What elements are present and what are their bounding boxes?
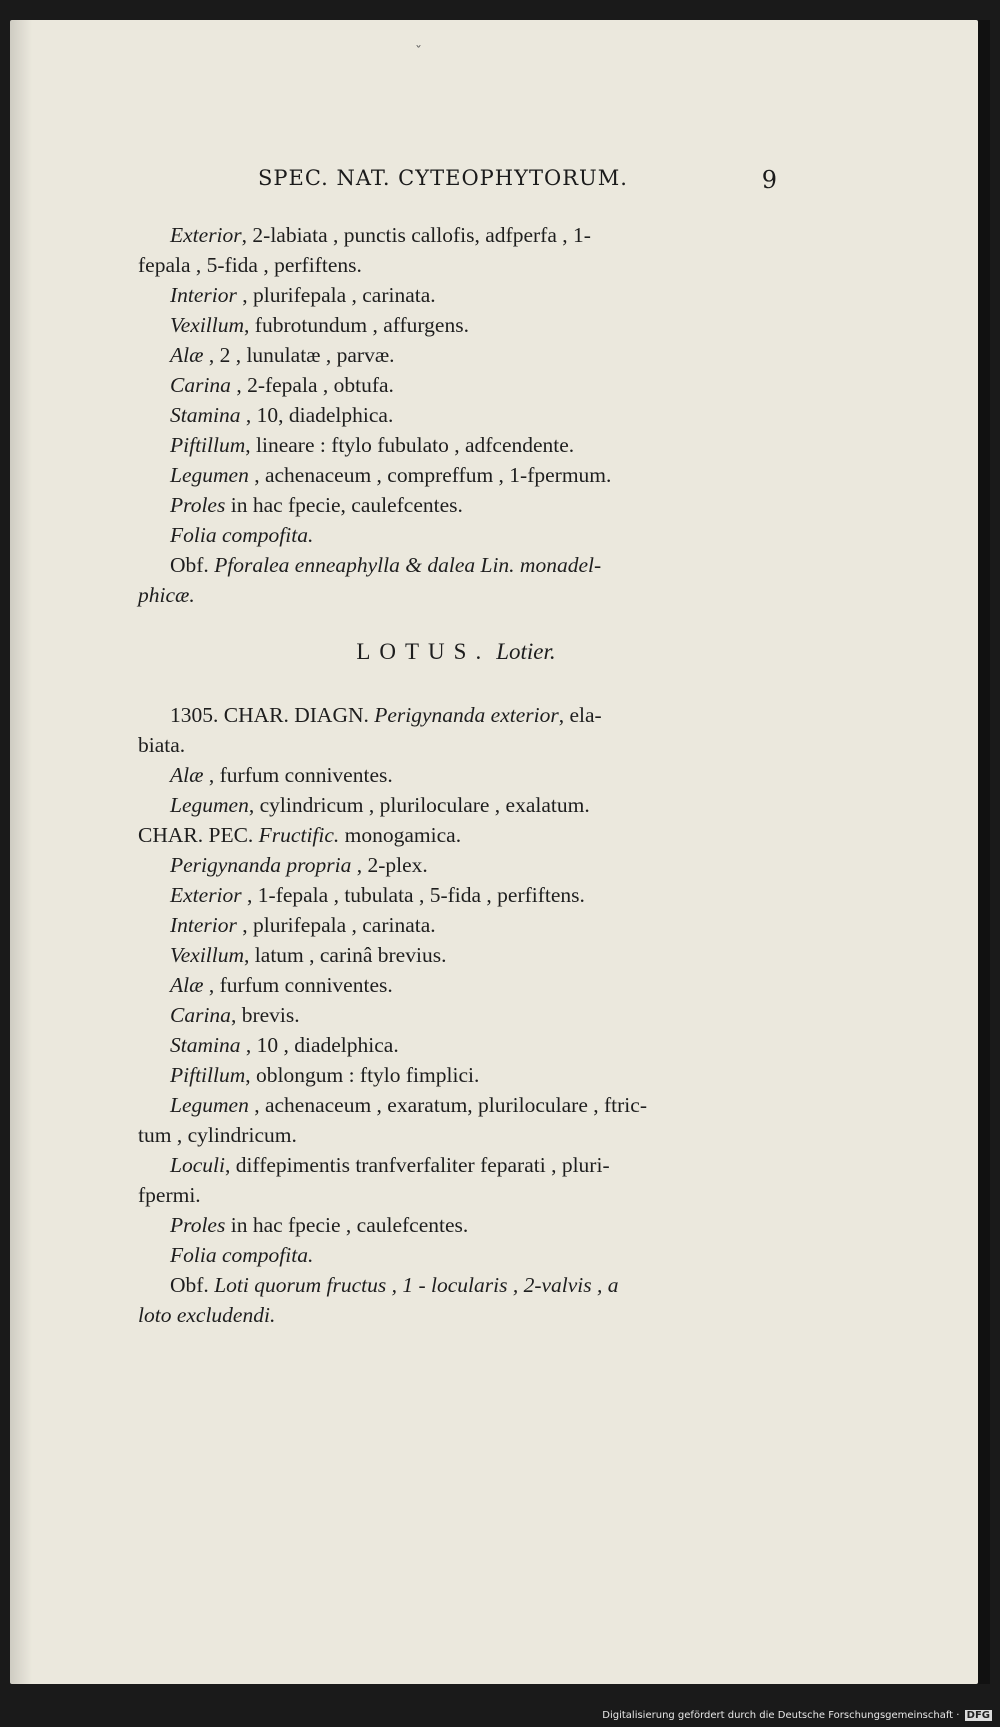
- text-line: Stamina , 10, diadelphica.: [170, 403, 394, 427]
- text-line: Loculi, diffepimentis tranfverfaliter feparati , pluri-: [170, 1153, 610, 1177]
- text-line: Folia compofita.: [170, 523, 314, 547]
- text-line: Carina , 2-fepala , obtufa.: [170, 373, 394, 397]
- dfg-logo: DFG: [966, 1710, 990, 1721]
- text-line: fpermi.: [138, 1183, 201, 1207]
- paper-speck: ˇ: [415, 44, 422, 60]
- text-line: Interior , plurifepala , carinata.: [170, 913, 436, 937]
- spine-shadow: [10, 20, 32, 1684]
- running-header: [258, 166, 778, 194]
- page-edge: [978, 20, 990, 1684]
- text-line: phicæ.: [138, 583, 195, 607]
- text-line: Obf. Loti quorum fructus , 1 - locularis , 2-valvis , a: [170, 1273, 619, 1297]
- text-line: Legumen , achenaceum , compreffum , 1-fpermum.: [170, 463, 612, 487]
- text-line: Alæ , furfum conniventes.: [170, 763, 393, 787]
- text-line: Alæ , 2 , lunulatæ , parvæ.: [170, 343, 395, 367]
- book-page: [10, 20, 978, 1684]
- text-line: Proles in hac fpecie, caulefcentes.: [170, 493, 463, 517]
- text-line: Proles in hac fpecie , caulefcentes.: [170, 1213, 469, 1237]
- running-head: SPEC. NAT. CYTEOPHYTORUM.: [258, 166, 628, 190]
- text-line: Vexillum, fubrotundum , affurgens.: [170, 313, 469, 337]
- text-line: CHAR. PEC. Fructific. monogamica.: [138, 823, 462, 847]
- digitization-footer: [0, 1710, 992, 1721]
- text-line: loto excludendi.: [138, 1303, 276, 1327]
- text-line: Interior , plurifepala , carinata.: [170, 283, 436, 307]
- text-line: Vexillum, latum , carinâ brevius.: [170, 943, 447, 967]
- text-line: fepala , 5-fida , perfiftens.: [138, 253, 362, 277]
- text-line: Stamina , 10 , diadelphica.: [170, 1033, 399, 1057]
- page-number: 9: [761, 166, 778, 194]
- text-line: Piftillum, oblongum : ftylo fimplici.: [170, 1063, 480, 1087]
- text-line: Piftillum, lineare : ftylo fubulato , adfcendente.: [170, 433, 575, 457]
- text-line: Legumen, cylindricum , pluriloculare , exalatum.: [170, 793, 590, 817]
- text-line: Exterior , 1-fepala , tubulata , 5-fida , perfiftens.: [170, 883, 585, 907]
- text-line: Obf. Pforalea enneaphylla & dalea Lin. monadel-: [170, 553, 602, 577]
- text-line: Legumen , achenaceum , exaratum, pluriloculare , ftric-: [170, 1093, 647, 1117]
- text-line: tum , cylindricum.: [138, 1123, 297, 1147]
- text-line: Alæ , furfum conniventes.: [170, 973, 393, 997]
- text-line: biata.: [138, 733, 186, 757]
- text-line: Exterior, 2-labiata , punctis callofis, adfperfa , 1-: [170, 223, 591, 247]
- text-line: 1305. CHAR. DIAGN. Perigynanda exterior, ela-: [170, 703, 602, 727]
- text-line: Carina, brevis.: [170, 1003, 300, 1027]
- section-title: LOTUS. Lotier.: [356, 639, 556, 664]
- text-line: Folia compofita.: [170, 1243, 314, 1267]
- text-line: Perigynanda propria , 2-plex.: [170, 853, 428, 877]
- page-text: [138, 220, 774, 1330]
- footer-text: Digitalisierung gefördert durch die Deutsche Forschungsgemeinschaft ·: [602, 1710, 960, 1721]
